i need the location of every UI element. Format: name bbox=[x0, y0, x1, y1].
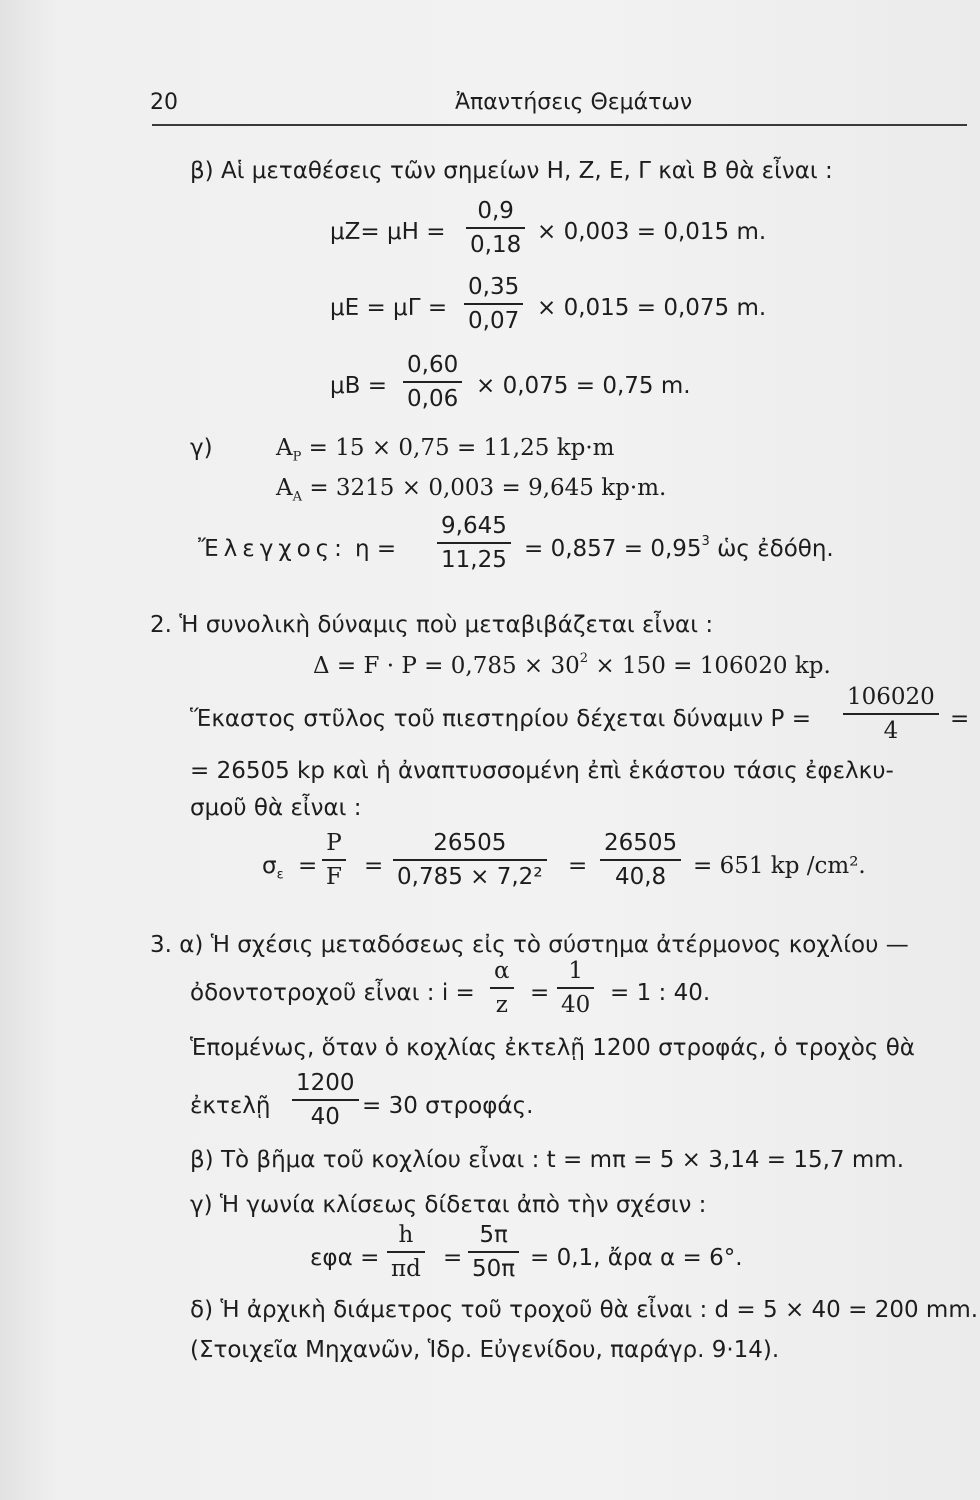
angle-fraction-2: 5π 50π bbox=[468, 1222, 519, 1282]
diameter-text: δ) Ἡ ἀρχικὴ διάμετρος τοῦ τροχοῦ θὰ εἶναι : d = 5 × 40 = 200 mm. bbox=[190, 1297, 979, 1323]
section-b-intro: β) Αἱ μεταθέσεις τῶν σημείων Η, Ζ, Ε, Γ καὶ Β θὰ εἶναι : bbox=[190, 158, 833, 184]
angle-intro: γ) Ἡ γωνία κλίσεως δίδεται ἀπὸ τὴν σχέσιν : bbox=[190, 1192, 707, 1218]
each-column-fraction bbox=[843, 684, 939, 744]
consequently-text: Ἑπομένως, ὅταν ὁ κοχλίας ἐκτελῇ 1200 στροφάς, ὁ τροχὸς θὰ bbox=[190, 1035, 915, 1061]
executes-label: ἐκτελῇ bbox=[190, 1093, 271, 1119]
stress-fraction-3: 26505 40,8 bbox=[600, 830, 681, 890]
angle-lhs: εφα = bbox=[310, 1245, 380, 1271]
item3-intro: 3. α) Ἡ σχέσις μεταδόσεως εἰς τὸ σύστημα ἀτέρμονος κοχλίου — bbox=[150, 932, 909, 958]
ratio-fraction-2: 1 40 bbox=[557, 958, 594, 1018]
check-label: Ἔλεγχος: bbox=[198, 536, 347, 562]
stress-eq-sign: = bbox=[298, 853, 318, 879]
eq3-lhs: μΒ = bbox=[330, 373, 387, 399]
fraction-bar bbox=[393, 859, 547, 861]
efficiency-rhs: = $0,857 = 0,95^3$ ὡς ἐδόθη. bbox=[524, 534, 834, 562]
eq3-fraction bbox=[403, 352, 462, 412]
each-column-denominator: 4 bbox=[883, 718, 899, 744]
stress-fraction-2: 26505 0,785 × 7,2² bbox=[393, 830, 547, 890]
eq1-lhs: μΖ= μΗ = bbox=[330, 219, 446, 245]
angle-result: = 0,1, ἄρα α = 6°. bbox=[530, 1245, 743, 1271]
fraction-bar bbox=[557, 987, 594, 989]
revolutions-fraction: 1200 40 bbox=[292, 1070, 359, 1130]
work-line-2: $A_A = 3215 \times 0,003 = 9,645$ kp·m. bbox=[276, 475, 667, 505]
stress-lhs: $\sigma_\varepsilon$ bbox=[262, 853, 284, 883]
fraction-bar bbox=[464, 303, 523, 305]
eq2-lhs: μΕ = μΓ = bbox=[330, 295, 448, 321]
efficiency-fraction bbox=[437, 513, 511, 573]
fraction-bar bbox=[600, 859, 681, 861]
eq2-rhs: × 0,015 = 0,075 m. bbox=[537, 295, 767, 321]
each-column-tail: = bbox=[950, 706, 970, 732]
work-line-1: $A_P = 15 \times 0,75 = 11,25$ kp·m bbox=[276, 435, 615, 465]
fraction-bar bbox=[292, 1099, 359, 1101]
stress-eq-sign-3: = bbox=[568, 853, 588, 879]
ratio-tail: = 1 : 40. bbox=[610, 980, 711, 1006]
page-number: 20 bbox=[150, 90, 178, 115]
ratio-fraction-1: α z bbox=[490, 958, 514, 1018]
ratio-text: ὀδοντοτροχοῦ εἶναι : i = bbox=[190, 980, 475, 1006]
total-force-eq: $\Delta = F \cdot P = 0,785 \times 30^2 \times 150 = 106020$ kp. bbox=[313, 651, 831, 679]
fraction-bar bbox=[437, 542, 511, 544]
fraction-bar bbox=[466, 227, 525, 229]
eq3-denominator: 0,06 bbox=[407, 386, 459, 412]
reference-text: (Στοιχεῖα Μηχανῶν, Ἱδρ. Εὐγενίδου, παράγρ. 9·14). bbox=[190, 1337, 780, 1363]
angle-fraction-1: h πd bbox=[387, 1222, 425, 1282]
fraction-bar bbox=[468, 1251, 519, 1253]
efficiency-numerator: 9,645 bbox=[441, 513, 507, 539]
stress-intro-line2: σμοῦ θὰ εἶναι : bbox=[190, 795, 362, 821]
eq1-denominator: 0,18 bbox=[470, 232, 522, 258]
eq2-fraction bbox=[464, 274, 523, 334]
fraction-bar bbox=[843, 713, 939, 715]
each-column-numerator: 106020 bbox=[847, 684, 935, 710]
eq2-numerator: 0,35 bbox=[468, 274, 520, 300]
eq1-rhs: × 0,003 = 0,015 m. bbox=[537, 219, 767, 245]
item2-intro: 2. Ἡ συνολικὴ δύναμις ποὺ μεταβιβάζεται εἶναι : bbox=[150, 612, 714, 638]
efficiency-lhs: η = bbox=[355, 536, 397, 562]
angle-eq-sign: = bbox=[443, 1245, 463, 1271]
fraction-bar bbox=[387, 1251, 425, 1253]
stress-result: = 651 kp /cm². bbox=[693, 853, 866, 879]
fraction-bar bbox=[322, 859, 346, 861]
stress-intro-line1: = 26505 kp καὶ ἡ ἀναπτυσσομένη ἐπὶ ἑκάστου τάσις ἐφελκυ- bbox=[190, 758, 894, 784]
stress-fraction-1: P F bbox=[322, 830, 346, 890]
fraction-bar bbox=[403, 381, 462, 383]
section-c-label: γ) bbox=[190, 435, 213, 461]
header-rule bbox=[152, 124, 967, 126]
each-column-text: Ἕκαστος στῦλος τοῦ πιεστηρίου δέχεται δύναμιν P = bbox=[190, 706, 811, 732]
eq1-fraction bbox=[466, 198, 525, 258]
ratio-eq-sign: = bbox=[530, 980, 550, 1006]
running-title: Ἀπαντήσεις Θεμάτων bbox=[455, 90, 693, 115]
eq1-numerator: 0,9 bbox=[477, 198, 514, 224]
eq3-numerator: 0,60 bbox=[407, 352, 459, 378]
stress-eq-sign-2: = bbox=[364, 853, 384, 879]
fraction-bar bbox=[490, 987, 514, 989]
eq3-rhs: × 0,075 = 0,75 m. bbox=[476, 373, 691, 399]
eq2-denominator: 0,07 bbox=[468, 308, 520, 334]
revolutions-result: = 30 στροφάς. bbox=[362, 1093, 534, 1119]
pitch-text: β) Τὸ βῆμα τοῦ κοχλίου εἶναι : t = mπ = 5 × 3,14 = 15,7 mm. bbox=[190, 1147, 904, 1173]
efficiency-denominator: 11,25 bbox=[441, 547, 507, 573]
